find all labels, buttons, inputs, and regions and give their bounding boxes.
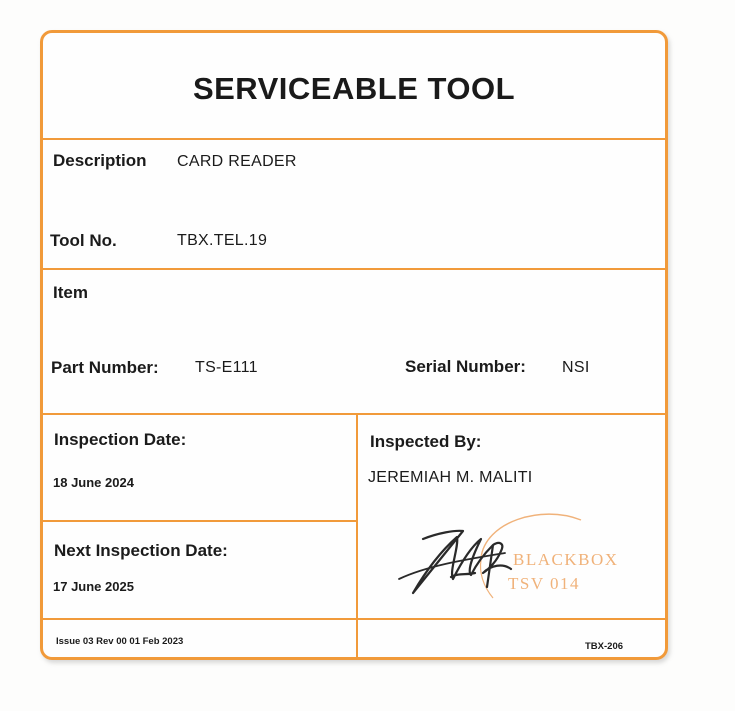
inspection-date-label: Inspection Date: xyxy=(54,430,187,449)
serial-number-value: NSI xyxy=(562,359,590,376)
serial-number-label: Serial Number: xyxy=(405,357,526,376)
divider-vertical xyxy=(356,414,358,657)
stamp-line-1: BLACKBOX xyxy=(513,550,619,569)
stamp-line-2: TSV 014 xyxy=(508,574,581,593)
inspected-by-label: Inspected By: xyxy=(370,432,482,451)
signature-stroke xyxy=(413,531,511,593)
form-code: TBX-206 xyxy=(585,641,624,652)
tag-title: SERVICEABLE TOOL xyxy=(192,71,516,106)
tool-no-value: TBX.TEL.19 xyxy=(177,232,268,249)
next-inspection-date-value: 17 June 2025 xyxy=(53,579,134,594)
issue-revision-text: Issue 03 Rev 00 01 Feb 2023 xyxy=(56,636,184,647)
serviceable-tool-tag xyxy=(40,30,668,660)
divider-footer xyxy=(43,618,665,620)
divider-description xyxy=(43,268,665,270)
description-label: Description xyxy=(53,151,147,170)
tool-no-label: Tool No. xyxy=(50,231,117,250)
description-value: CARD READER xyxy=(177,153,297,170)
item-label: Item xyxy=(53,283,88,302)
divider-title xyxy=(43,138,665,140)
next-inspection-date-label: Next Inspection Date: xyxy=(54,541,228,560)
inspector-signature xyxy=(393,503,523,598)
divider-item xyxy=(43,413,665,415)
divider-inspection-date xyxy=(43,520,357,522)
inspection-date-value: 18 June 2024 xyxy=(53,475,134,490)
part-number-value: TS-E111 xyxy=(195,359,258,376)
part-number-label: Part Number: xyxy=(51,358,159,377)
inspected-by-value: JEREMIAH M. MALITI xyxy=(368,469,533,486)
